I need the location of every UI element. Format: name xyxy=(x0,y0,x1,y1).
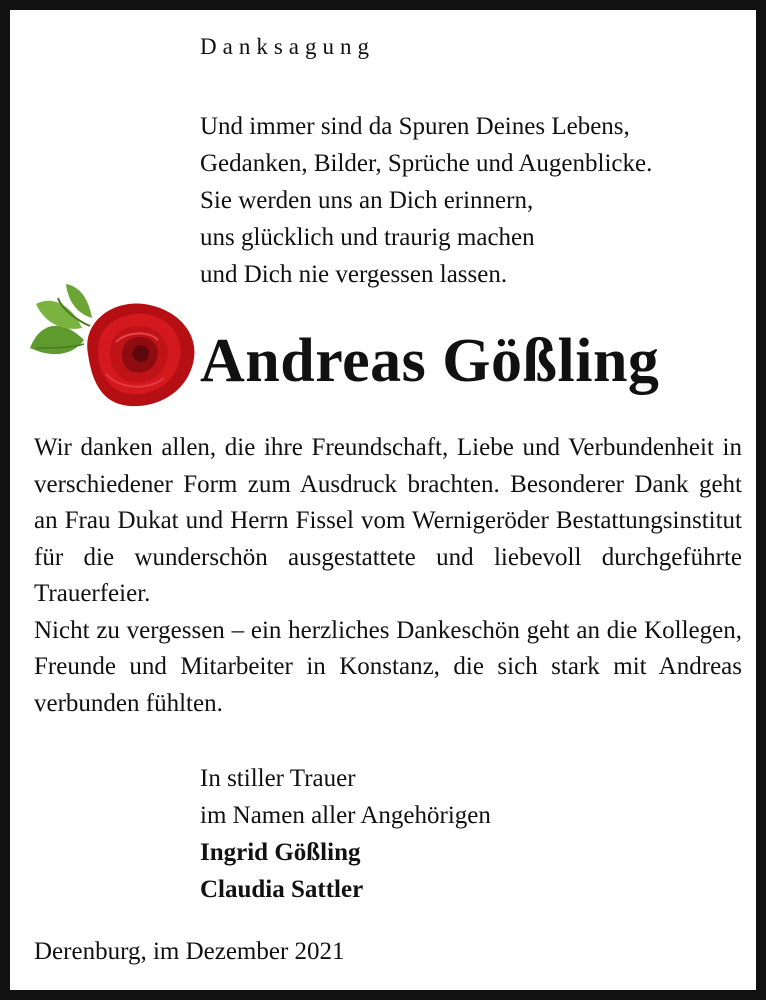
poem-line: Gedanken, Bilder, Sprüche und Augenblicke. xyxy=(200,150,653,177)
poem-line: Sie werden uns an Dich erinnern, xyxy=(200,187,534,214)
signature-name: Ingrid Gößling xyxy=(200,839,361,866)
red-rose-icon xyxy=(22,278,202,418)
poem-line: und Dich nie vergessen lassen. xyxy=(200,261,508,288)
poem-line: Und immer sind da Spuren Deines Lebens, xyxy=(200,113,630,140)
signature-line: im Namen aller Angehörigen xyxy=(200,802,491,829)
deceased-name: Andreas Gößling xyxy=(200,327,660,395)
place-and-date: Derenburg, im Dezember 2021 xyxy=(34,938,345,965)
signature-name: Claudia Sattler xyxy=(200,876,364,903)
thank-you-paragraph: Nicht zu vergessen – ein herzliches Dankeschön geht an die Kollegen, Freunde und Mitarbeiter in Konstanz, die sich stark mit Andreas verbunden fühlten. xyxy=(34,616,742,717)
heading: Danksagung xyxy=(200,34,375,59)
thank-you-text xyxy=(34,430,742,722)
poem-line: uns glücklich und traurig machen xyxy=(200,224,535,251)
poem xyxy=(200,108,652,293)
signature-line: In stiller Trauer xyxy=(200,765,356,792)
thank-you-paragraph: Wir danken allen, die ihre Freundschaft, Liebe und Verbundenheit in verschiedener Form zum Ausdruck brachten. Besonderer Dank geht an Frau Dukat und Herrn Fissel vom Wernigeröder Bestattungsinstitut für die wunderschön ausgestattete und liebevoll durchgeführte Trauerfeier. xyxy=(34,434,742,607)
signature-block xyxy=(200,760,491,908)
